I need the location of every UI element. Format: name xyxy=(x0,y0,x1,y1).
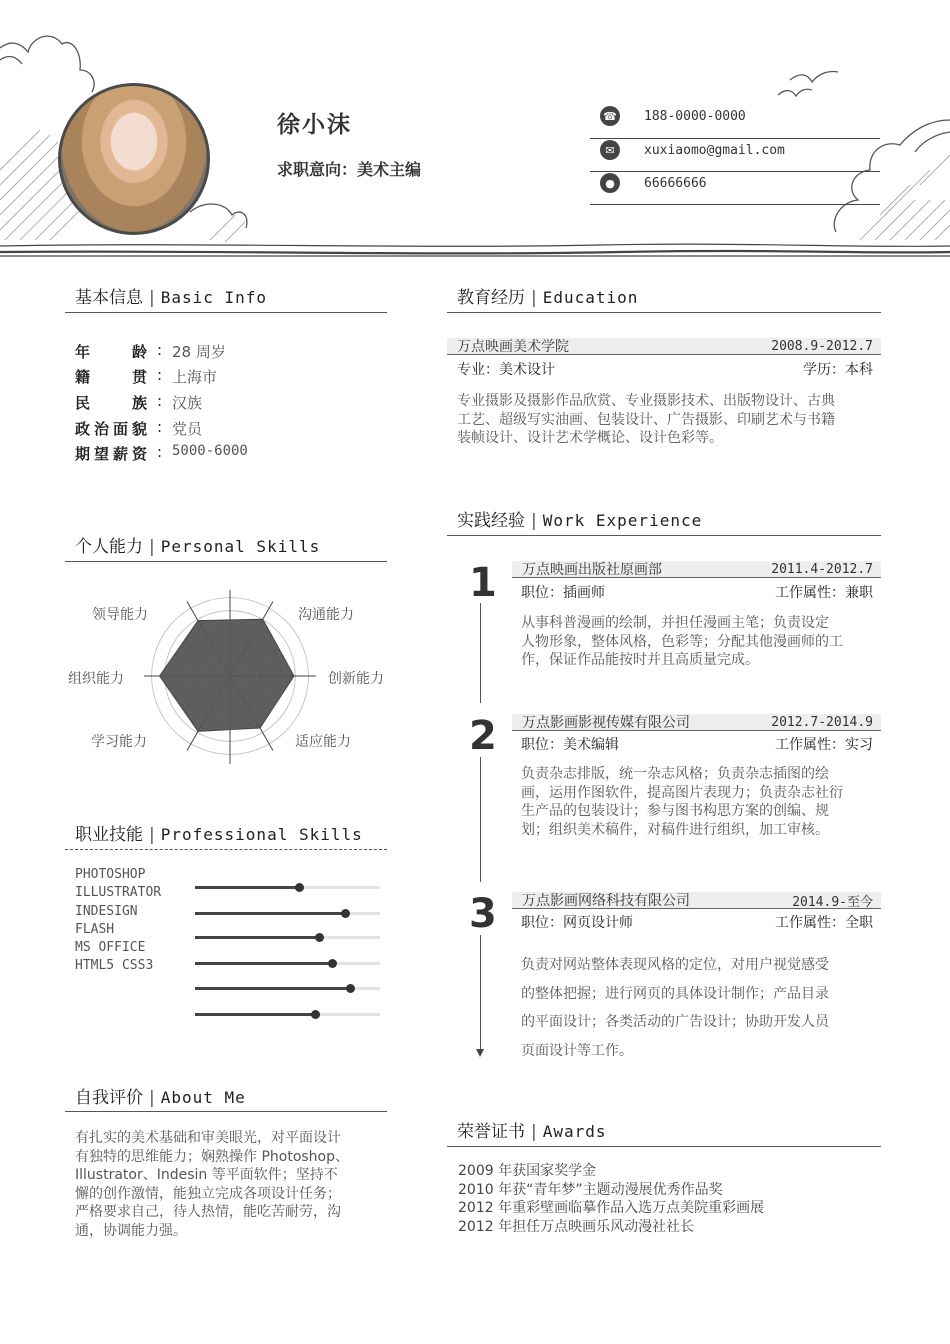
award-item: 2009 年获国家奖学金 xyxy=(458,1163,597,1179)
job-position: 职位：网页设计师 xyxy=(521,915,633,931)
skill-name: FLASH xyxy=(75,921,115,937)
job-period: 2014.9-至今 xyxy=(792,894,873,910)
skill-name-list xyxy=(75,866,161,976)
skill-bar xyxy=(195,1013,380,1016)
skill-name: MS OFFICE xyxy=(75,940,146,956)
about-me-line: 懈的创作激情，能独立完成各项设计任务； xyxy=(75,1185,341,1202)
info-value: 上海市 xyxy=(172,368,218,386)
education-major: 专业：美术设计 xyxy=(457,362,555,378)
job-company: 万点影画网络科技有限公司 xyxy=(522,893,690,909)
section-title-en: Basic Info xyxy=(160,288,268,307)
info-value: 汉族 xyxy=(172,394,203,412)
section-title-cn: 基本信息 xyxy=(75,288,143,308)
job-line: 的平面设计；各类活动的广告设计；协助开发人员 xyxy=(521,1014,829,1030)
contact-phone xyxy=(600,102,880,130)
education-degree: 学历：本科 xyxy=(803,362,873,378)
info-value: 党员 xyxy=(172,420,203,438)
radar-axis-label: 创新能力 xyxy=(328,671,384,687)
section-title-en: Personal Skills xyxy=(160,537,321,556)
info-value: 5000-6000 xyxy=(172,443,248,459)
contact-email xyxy=(600,136,880,164)
education-line: 专业摄影及摄影作品欣赏、专业摄影技术、出版物设计、古典 xyxy=(457,393,835,409)
profile-name: 徐小沫 xyxy=(277,112,352,138)
section-rule xyxy=(65,1111,387,1112)
skill-bar-knob xyxy=(295,883,304,892)
skill-bar-fill xyxy=(195,912,345,915)
education-title: 教育经历 | Education xyxy=(457,288,639,308)
school-period: 2008.9-2012.7 xyxy=(771,338,873,354)
awards-title: 荣誉证书 | Awards xyxy=(457,1122,607,1142)
education-major-row xyxy=(457,359,873,379)
section-title-cn: 自我评价 xyxy=(75,1088,143,1108)
profile-photo xyxy=(58,83,210,235)
skill-name: PHOTOSHOP xyxy=(75,867,146,882)
awards-list xyxy=(458,1162,764,1236)
job-role-row xyxy=(521,912,873,932)
award-item: 2012 年重彩壁画临摹作品入选万点美院重彩画展 xyxy=(458,1200,765,1216)
job-type: 工作属性：实习 xyxy=(775,737,873,753)
about-me-line: Illustrator、Indesin 等平面软件；坚持不 xyxy=(75,1167,338,1183)
job-company-bar xyxy=(512,561,881,578)
info-label: 政治面貌 xyxy=(75,420,147,438)
info-label: 籍贯 xyxy=(75,368,147,386)
about-me-line: 有扎实的美术基础和审美眼光，对平面设计 xyxy=(75,1130,341,1146)
job-line: 从事科普漫画的绘制，并担任漫画主笔；负责设定 xyxy=(521,615,829,631)
skill-bar-fill xyxy=(195,886,299,889)
personal-skills-title: 个人能力 | Personal Skills xyxy=(75,537,321,557)
section-title-en: Work Experience xyxy=(542,511,703,530)
info-row: 年龄 : 28 周岁 xyxy=(75,341,226,361)
education-line: 工艺、超级写实油画、包装设计、广告摄影、印刷艺术与书籍 xyxy=(457,411,835,428)
section-title-en: Awards xyxy=(542,1122,607,1141)
job-line: 人物形象，整体风格，色彩等；分配其他漫画师的工 xyxy=(521,633,843,650)
skill-bar-fill xyxy=(195,962,332,965)
section-title-cn: 职业技能 xyxy=(75,825,143,845)
job-description xyxy=(521,765,877,839)
job-role-row xyxy=(521,734,873,754)
info-label: 期望薪资 xyxy=(75,445,147,463)
timeline-line xyxy=(480,757,481,882)
job-company-bar xyxy=(512,892,881,909)
job-period: 2011.4-2012.7 xyxy=(771,561,873,577)
section-rule xyxy=(65,849,387,850)
info-row: 期望薪资 : 5000-6000 xyxy=(75,443,248,463)
skill-bar xyxy=(195,987,380,990)
radar-axis-label: 适应能力 xyxy=(295,734,351,750)
info-label: 民族 xyxy=(75,394,147,412)
about-me-line: 通，协调能力强。 xyxy=(75,1222,187,1239)
award-item: 2010 年获“青年梦”主题动漫展优秀作品奖 xyxy=(458,1181,723,1198)
education-courses xyxy=(457,392,877,448)
basic-info-title: 基本信息 | Basic Info xyxy=(75,288,268,308)
section-title-en: Education xyxy=(542,288,639,307)
skill-bar-knob xyxy=(328,959,337,968)
education-line: 装帧设计、设计艺术学概论、设计色彩等。 xyxy=(457,430,723,446)
job-role-row xyxy=(521,582,873,602)
timeline-line xyxy=(480,603,481,703)
skill-bar-knob xyxy=(315,933,324,942)
timeline-arrow-icon xyxy=(476,1049,484,1057)
job-type: 工作属性：全职 xyxy=(775,915,873,931)
skill-name: ILLUSTRATOR xyxy=(75,885,162,901)
skill-bar xyxy=(195,912,380,915)
job-line: 负责杂志排版，统一杂志风格；负责杂志插图的绘 xyxy=(521,766,829,782)
award-item: 2012 年担任万点映画乐风动漫社社长 xyxy=(458,1218,695,1235)
radar-axis-label: 沟通能力 xyxy=(298,607,354,623)
info-row: 民族 : 汉族 xyxy=(75,392,203,412)
skill-bar xyxy=(195,962,380,965)
section-rule xyxy=(447,312,881,313)
skill-bar-fill xyxy=(195,1013,315,1016)
job-position: 职位：美术编辑 xyxy=(521,737,619,753)
job-company-bar xyxy=(512,714,881,731)
job-line: 划；组织美术稿件，对稿件进行组织，加工审核。 xyxy=(521,821,829,838)
section-title-en: About Me xyxy=(160,1088,246,1107)
skill-bar xyxy=(195,886,380,889)
radar-axis-label: 学习能力 xyxy=(91,734,147,750)
info-label: 年龄 xyxy=(75,343,147,361)
job-company: 万点影画影视传媒有限公司 xyxy=(522,715,690,731)
skill-bar-knob xyxy=(311,1010,320,1019)
qq-text: 66666666 xyxy=(644,175,707,191)
section-rule xyxy=(447,1146,881,1147)
contact-qq xyxy=(600,169,880,197)
timeline-line xyxy=(480,935,481,1050)
skill-bar-knob xyxy=(341,909,350,918)
school-name: 万点映画美术学院 xyxy=(457,339,569,355)
skill-bar xyxy=(195,936,380,939)
school-bar xyxy=(447,338,881,355)
about-me-line: 有独特的思维能力；娴熟操作 Photoshop、 xyxy=(75,1148,350,1165)
job-line: 生产品的包装设计；参与图书构思方案的创编、规 xyxy=(521,803,829,819)
job-position: 职位：插画师 xyxy=(521,585,605,601)
job-number: 3 xyxy=(469,891,497,937)
job-type: 工作属性：兼职 xyxy=(775,585,873,601)
qq-icon: ● xyxy=(600,173,620,193)
section-rule xyxy=(65,561,387,562)
radar-axis-label: 组织能力 xyxy=(68,671,124,687)
work-experience-title: 实践经验 | Work Experience xyxy=(457,511,703,531)
job-objective: 求职意向：美术主编 xyxy=(277,160,422,179)
section-title-cn: 教育经历 xyxy=(457,288,525,308)
job-number: 1 xyxy=(469,560,497,606)
job-line: 画，运用作图软件，提高图片表现力；负责杂志社衍 xyxy=(521,784,843,801)
skill-name: INDESIGN xyxy=(75,903,138,919)
job-line: 页面设计等工作。 xyxy=(521,1042,633,1059)
section-title-cn: 荣誉证书 xyxy=(457,1122,525,1142)
section-title-en: Professional Skills xyxy=(160,825,363,844)
about-me-title: 自我评价 | About Me xyxy=(75,1088,246,1108)
email-text: xuxiaomo@gmail.com xyxy=(644,142,785,158)
job-description xyxy=(521,614,877,670)
skill-bar-fill xyxy=(195,936,319,939)
contact-divider xyxy=(590,204,880,205)
job-description xyxy=(521,951,877,1065)
professional-skills-title: 职业技能 | Professional Skills xyxy=(75,825,363,845)
section-rule xyxy=(447,535,881,536)
skill-bar-knob xyxy=(346,984,355,993)
job-number: 2 xyxy=(469,713,497,759)
info-value: 28 周岁 xyxy=(172,343,226,361)
about-me-text xyxy=(75,1129,385,1240)
info-row: 籍贯 : 上海市 xyxy=(75,366,218,386)
job-line: 作，保证作品能按时并且高质量完成。 xyxy=(521,652,759,668)
job-line: 负责对网站整体表现风格的定位，对用户视觉感受 xyxy=(521,957,829,973)
phone-icon: ☎ xyxy=(600,106,620,126)
info-row: 政治面貌 : 党员 xyxy=(75,418,203,438)
about-me-line: 严格要求自己，待人热情，能吃苦耐劳，沟 xyxy=(75,1204,341,1220)
skill-name: HTML5 CSS3 xyxy=(75,958,154,974)
skill-bar-fill xyxy=(195,987,350,990)
job-line: 的整体把握；进行网页的具体设计制作；产品目录 xyxy=(521,985,829,1002)
phone-text: 188-0000-0000 xyxy=(644,108,746,124)
section-title-cn: 个人能力 xyxy=(75,537,143,557)
section-title-cn: 实践经验 xyxy=(457,511,525,531)
radar-axis-label: 领导能力 xyxy=(92,607,148,623)
job-company: 万点映画出版社原画部 xyxy=(522,562,662,578)
section-rule xyxy=(65,312,387,313)
job-period: 2012.7-2014.9 xyxy=(771,714,873,730)
email-icon: ✉ xyxy=(600,140,620,160)
